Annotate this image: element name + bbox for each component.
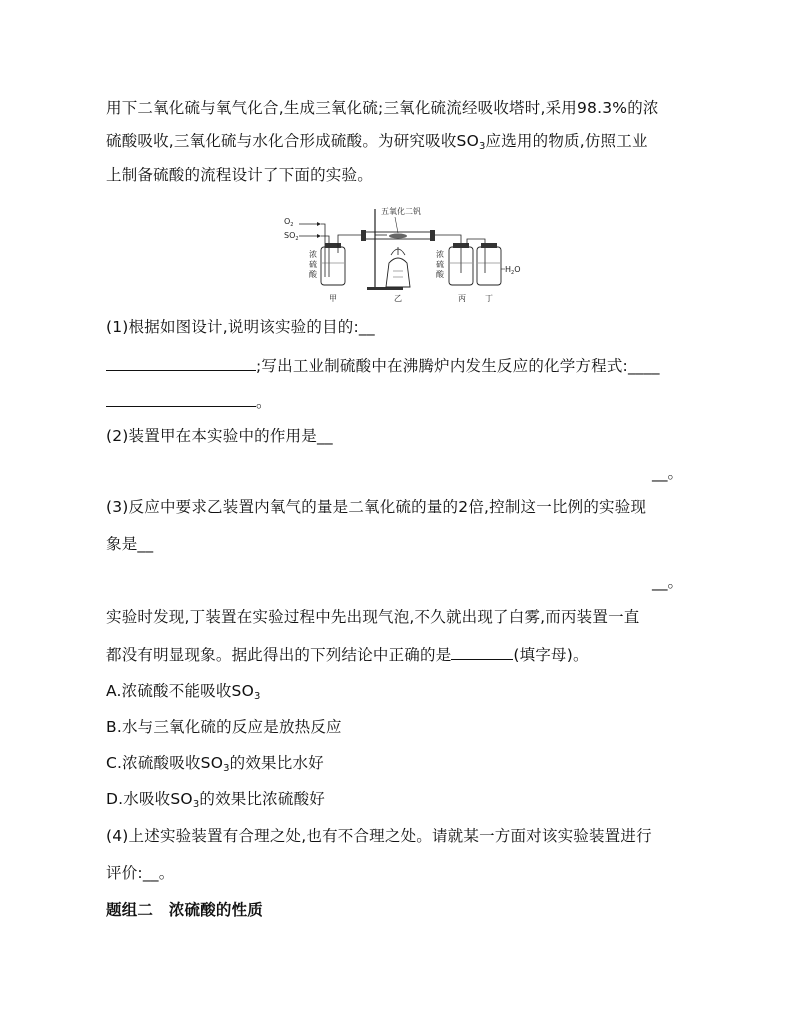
label-bing: 丙 — [458, 294, 466, 303]
q1-text: ;写出工业制硫酸中在沸腾炉内发生反应的化学方程式:____ — [256, 357, 660, 375]
subscript: 3 — [223, 763, 230, 774]
acid-label-bing-1: 浓 — [436, 250, 444, 259]
option-c[interactable] — [106, 752, 324, 774]
acid-label-jia-2: 硫 — [309, 260, 317, 269]
q1-line-1: (1)根据如图设计,说明该实验的目的:__ — [106, 318, 375, 336]
q3-line-2: 象是__ — [106, 535, 154, 553]
q1-line-3 — [106, 390, 272, 413]
section-heading: 题组二 浓硫酸的性质 — [106, 901, 264, 919]
acid-label-jia-1: 浓 — [309, 250, 317, 259]
obs-line-2 — [106, 643, 589, 666]
o2-label: $O_2$ — [284, 217, 294, 228]
obs-text: 都没有明显现象。据此得出的下列结论中正确的是 — [106, 646, 452, 664]
option-text: D.水吸收SO — [106, 790, 193, 808]
option-a[interactable] — [106, 680, 261, 702]
option-b[interactable]: B.水与三氧化硫的反应是放热反应 — [106, 718, 342, 736]
apparatus-diagram — [283, 205, 521, 303]
acid-label-bing-3: 酸 — [436, 270, 444, 279]
subscript: 3 — [254, 691, 261, 702]
answer-blank[interactable] — [106, 354, 256, 371]
intro-line-3: 上制备硫酸的流程设计了下面的实验。 — [106, 166, 373, 184]
obs-text: (填字母)。 — [513, 646, 589, 664]
water-label: $H_2O$ — [505, 265, 521, 276]
acid-label-jia-3: 酸 — [309, 270, 317, 279]
label-ding: 丁 — [485, 294, 493, 303]
label-jia: 甲 — [329, 294, 337, 303]
option-text: A.浓硫酸不能吸收SO — [106, 682, 254, 700]
answer-blank[interactable] — [106, 390, 256, 407]
option-text: 的效果比浓硫酸好 — [199, 790, 325, 808]
option-d[interactable] — [106, 788, 325, 810]
q4-line-1: (4)上述实验装置有合理之处,也有不合理之处。请就某一方面对该实验装置进行 — [106, 827, 652, 845]
option-text: C.浓硫酸吸收SO — [106, 754, 224, 772]
answer-blank[interactable] — [451, 643, 513, 660]
subscript: 3 — [192, 799, 200, 810]
intro-text: 应选用的物质,仿照工业 — [485, 132, 648, 150]
q1-line-2 — [106, 354, 660, 377]
q1-text: 。 — [256, 393, 272, 411]
q2-end: __。 — [652, 464, 684, 482]
q3-line-1: (3)反应中要求乙装置内氧气的量是二氧化硫的量的2倍,控制这一比例的实验现 — [106, 498, 647, 516]
option-text: 的效果比水好 — [229, 754, 324, 772]
acid-label-bing-2: 硫 — [436, 260, 444, 269]
intro-line-2 — [106, 130, 648, 152]
q4-line-2: 评价:__。 — [106, 864, 175, 882]
obs-line-1: 实验时发现,丁装置在实验过程中先出现气泡,不久就出现了白雾,而丙装置一直 — [106, 608, 640, 626]
so2-label: $SO_2$ — [284, 231, 299, 242]
subscript: 3 — [478, 141, 486, 152]
label-yi: 乙 — [394, 294, 402, 303]
q3-end: __。 — [652, 573, 684, 591]
catalyst-label: 五氧化二钒 — [381, 207, 421, 216]
intro-text: 硫酸吸收,三氧化硫与水化合形成硫酸。为研究吸收SO — [106, 132, 479, 150]
intro-line-1: 用下二氧化硫与氧气化合,生成三氧化硫;三氧化硫流经吸收塔时,采用98.3%的浓 — [106, 99, 659, 117]
q2-line-1: (2)装置甲在本实验中的作用是__ — [106, 427, 333, 445]
